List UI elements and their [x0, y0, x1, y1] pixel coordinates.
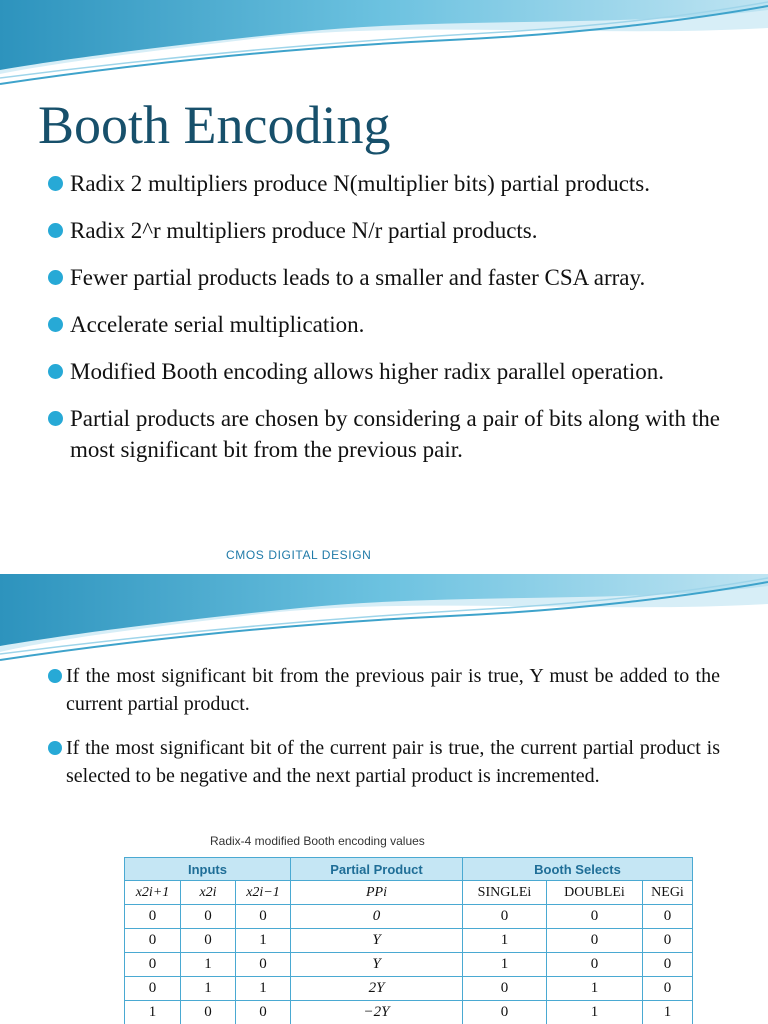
table-cell: 0 [643, 977, 693, 1001]
table-cell: 1 [181, 977, 236, 1001]
table-cell: 0 [463, 977, 547, 1001]
table-cell: 2Y [291, 977, 463, 1001]
bullet-item [48, 215, 720, 246]
bullet-text: Partial products are chosen by considering a pair of bits along with the most significant bit from the previous pair. [70, 406, 720, 462]
table-cell: 0 [125, 905, 181, 929]
slide-title: Booth Encoding [38, 95, 391, 155]
group-header-booth-selects: Booth Selects [463, 858, 693, 881]
table-cell: 0 [125, 977, 181, 1001]
bullet-item [48, 356, 720, 387]
bullet-list [48, 168, 720, 481]
bullet-dot-icon [48, 411, 63, 426]
table-cell: 0 [643, 905, 693, 929]
group-header-partial-product: Partial Product [291, 858, 463, 881]
bullet-item [48, 403, 720, 465]
table-row [125, 929, 693, 953]
table-cell: 1 [547, 977, 643, 1001]
table-cell: 1 [643, 1001, 693, 1024]
table-caption: Radix-4 modified Booth encoding values [210, 834, 425, 848]
column-header: SINGLEi [463, 881, 547, 905]
column-header: x2i [181, 881, 236, 905]
bullet-text: Fewer partial products leads to a smaller and faster CSA array. [70, 265, 646, 290]
table-row [125, 977, 693, 1001]
bullet-dot-icon [48, 223, 63, 238]
group-header-inputs: Inputs [125, 858, 291, 881]
column-header: PPi [291, 881, 463, 905]
table-cell: 1 [125, 1001, 181, 1024]
bullet-item [48, 662, 720, 718]
bullet-item [48, 309, 720, 340]
table-cell: 0 [181, 929, 236, 953]
table-cell: 0 [236, 953, 291, 977]
bullet-text: If the most significant bit from the previous pair is true, Y must be added to the current partial product. [66, 665, 720, 715]
bullet-dot-icon [48, 317, 63, 332]
header-wave-decoration [0, 0, 768, 90]
table-cell: 0 [181, 1001, 236, 1024]
table-row [125, 905, 693, 929]
table-cell: 0 [463, 1001, 547, 1024]
table-cell: 1 [463, 929, 547, 953]
table-group-header-row [125, 858, 693, 881]
bullet-text: Modified Booth encoding allows higher radix parallel operation. [70, 359, 665, 384]
bullet-item [48, 734, 720, 790]
bullet-dot-icon [48, 741, 62, 755]
column-header: DOUBLEi [547, 881, 643, 905]
column-header: x2i+1 [125, 881, 181, 905]
table-cell: 1 [236, 929, 291, 953]
column-header: NEGi [643, 881, 693, 905]
table-cell: 0 [125, 953, 181, 977]
bullet-text: Radix 2^r multipliers produce N/r partial products. [70, 218, 538, 243]
table-cell: 1 [181, 953, 236, 977]
table-column-header-row [125, 881, 693, 905]
table-cell: Y [291, 929, 463, 953]
table-cell: 1 [236, 977, 291, 1001]
booth-encoding-table [124, 857, 693, 1024]
column-header: x2i−1 [236, 881, 291, 905]
table-cell: 0 [643, 929, 693, 953]
slide-booth-encoding-table [0, 574, 768, 1024]
header-wave-decoration [0, 574, 768, 664]
slide-footer: CMOS DIGITAL DESIGN [226, 548, 372, 562]
bullet-item [48, 168, 720, 199]
table-row [125, 1001, 693, 1024]
table-cell: 1 [463, 953, 547, 977]
table-cell: Y [291, 953, 463, 977]
table-cell: 0 [236, 905, 291, 929]
bullet-item [48, 262, 720, 293]
table-cell: 1 [547, 1001, 643, 1024]
bullet-text: Radix 2 multipliers produce N(multiplier bits) partial products. [70, 171, 650, 196]
table-cell: 0 [547, 929, 643, 953]
table-cell: −2Y [291, 1001, 463, 1024]
table-row [125, 953, 693, 977]
table-cell: 0 [125, 929, 181, 953]
bullet-dot-icon [48, 364, 63, 379]
table-cell: 0 [291, 905, 463, 929]
table-cell: 0 [463, 905, 547, 929]
bullet-dot-icon [48, 270, 63, 285]
bullet-text: Accelerate serial multiplication. [70, 312, 365, 337]
bullet-dot-icon [48, 176, 63, 191]
bullet-dot-icon [48, 669, 62, 683]
bullet-text: If the most significant bit of the current pair is true, the current partial product is selected to be negative and the next partial product is incremented. [66, 737, 720, 787]
bullet-list [48, 662, 720, 806]
table-cell: 0 [643, 953, 693, 977]
table-cell: 0 [181, 905, 236, 929]
table-cell: 0 [236, 1001, 291, 1024]
table-cell: 0 [547, 953, 643, 977]
table-cell: 0 [547, 905, 643, 929]
